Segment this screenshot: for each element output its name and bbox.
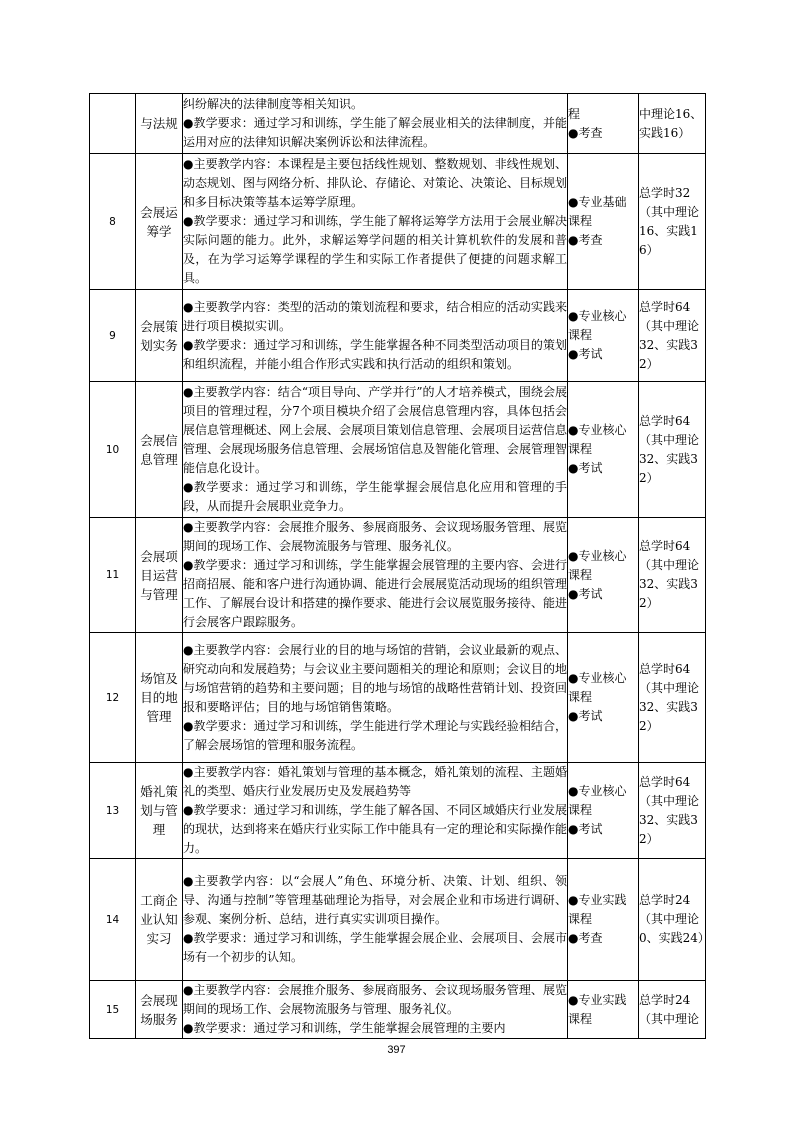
table-row [90, 859, 706, 981]
course-hours-cell: 总学时24（其中理论 [639, 981, 706, 1039]
course-number-cell: 15 [90, 981, 136, 1039]
content-paragraph: ●教学要求：通过学习和训练，学生能掌握会展管理的主要内容、会进行招商招展、能和客户进行沟通协调、能进行会展展览活动现场的组织管理工作、了解展台设计和搭建的操作要求、能进行会议展览服务接待、能进行会展客户跟踪服务。 [183, 558, 568, 629]
content-paragraph: ●教学要求：通过学习和训练，学生能掌握各种不同类型活动项目的策划和组织流程，并能小组合作形式实践和执行活动的组织和策划。 [183, 337, 567, 371]
course-hours-cell: 总学时64（其中理论32、实践32） [639, 763, 706, 859]
content-paragraph: ●教学要求：通过学习和训练，学生能了解将运筹学方法用于会展业解决实际问题的能力。此外，求解运筹学问题的相关计算机软件的发展和普及，在为学习运筹学课程的学生和实际工作者提供了便捷的问题求解工具。 [183, 214, 567, 285]
course-number-cell: 13 [90, 763, 136, 859]
course-type-line: ●考试 [568, 709, 603, 723]
course-type-line: ●考试 [568, 347, 603, 361]
course-name-cell: 与法规 [136, 94, 183, 154]
course-content-cell [183, 94, 568, 154]
course-type-cell [568, 859, 639, 981]
course-table-body [90, 94, 710, 1039]
course-type-line: ●考查 [568, 233, 603, 247]
course-type-line: ●考查 [568, 125, 603, 140]
course-type-line: ●专业核心课程 [568, 548, 627, 582]
course-number-cell: 8 [90, 154, 136, 290]
content-paragraph: ●主要教学内容：会展推介服务、参展商服务、会议现场服务管理、展览期间的现场工作、会展物流服务与管理、服务礼仪。 [183, 983, 567, 1016]
content-paragraph: ●主要教学内容：类型的活动的策划流程和要求，结合相应的活动实践来进行项目模拟实训。 [183, 299, 567, 333]
content-paragraph: ●主要教学内容：会展行业的目的地与场馆的营销，会议业最新的观点、研究动向和发展趋势；与会议业主要问题相关的理论和原则；会议目的地与场馆营销的趋势和主要问题；目的地与场馆的战略性营销计划、投资回报和要略评估；目的地与场馆销售策略。 [183, 642, 568, 714]
course-name-cell: 会展运筹学 [136, 154, 183, 290]
course-content-cell [183, 518, 568, 633]
course-type-cell [568, 518, 639, 633]
course-type-line: ●专业核心课程 [568, 309, 627, 342]
course-hours-cell: 总学时32（其中理论16、实践16） [639, 154, 706, 290]
page-number: 397 [387, 1044, 406, 1056]
course-hours-cell: 总学时64（其中理论32、实践32） [639, 518, 706, 633]
table-row [90, 382, 706, 518]
course-type-line: ●专业核心课程 [568, 671, 627, 704]
course-content-cell [183, 633, 568, 763]
course-name-cell: 会展项目运营与管理 [136, 518, 183, 633]
course-hours-cell: 总学时64（其中理论32、实践32） [639, 290, 706, 382]
course-type-line: ●考试 [568, 461, 603, 475]
course-type-line: ●考查 [568, 931, 603, 945]
course-number-cell [90, 94, 136, 154]
course-type-cell [568, 633, 639, 763]
content-paragraph: ●教学要求：通过学习和训练，学生能了解会展业相关的法律制度，并能运用对应的法律知识解决案例诉讼和法律流程。 [183, 116, 567, 149]
course-type-cell [568, 382, 639, 518]
course-type-cell [568, 154, 639, 290]
course-hours-cell: 总学时24（其中理论0、实践24） [639, 859, 706, 981]
table-row [90, 763, 706, 859]
course-hours-cell: 中理论16、实践16） [639, 94, 706, 154]
table-row [90, 94, 706, 154]
course-type-line: ●专业基础课程 [568, 195, 627, 228]
course-name-cell: 婚礼策划与管理 [136, 763, 183, 859]
course-type-line: ●专业实践课程 [568, 992, 627, 1026]
course-number-cell: 10 [90, 382, 136, 518]
course-content-cell [183, 382, 568, 518]
course-number-cell: 12 [90, 633, 136, 763]
course-type-cell [568, 94, 639, 154]
course-name-cell: 会展策划实务 [136, 290, 183, 382]
course-type-cell [568, 981, 639, 1039]
course-hours-cell: 总学时64（其中理论32、实践32） [639, 633, 706, 763]
content-paragraph: 纠纷解决的法律制度等相关知识。 [183, 97, 364, 111]
course-number-cell: 14 [90, 859, 136, 981]
course-content-cell [183, 154, 568, 290]
table-row [90, 290, 706, 382]
content-paragraph: ●教学要求：通过学习和训练，学生能掌握会展信息化应用和管理的手段，从而提升会展职业竞争力。 [183, 480, 567, 513]
content-paragraph: ●主要教学内容：以“会展人”角色、环境分析、决策、计划、组织、领导、沟通与控制”等管理基础理论为指导，对会展企业和市场进行调研、参观、案例分析、总结，进行真实实训项目操作。 [183, 874, 567, 926]
content-paragraph: ●教学要求：通过学习和训练，学生能掌握会展企业、会展项目、会展市场有一个初步的认知。 [183, 931, 567, 964]
course-name-cell: 工商企业认知实习 [136, 859, 183, 981]
table-row [90, 518, 706, 633]
course-type-cell [568, 290, 639, 382]
content-paragraph: ●教学要求：通过学习和训练，学生能了解各国、不同区域婚庆行业发展的现状，达到将来在婚庆行业实际工作中能具有一定的理论和实际操作能力。 [183, 803, 568, 855]
course-number-cell: 11 [90, 518, 136, 633]
content-paragraph: ●主要教学内容：婚礼策划与管理的基本概念，婚礼策划的流程、主题婚礼的类型、婚庆行业发展历史及发展趋势等 [183, 765, 567, 798]
content-paragraph: ●教学要求：通过学习和训练，学生能进行学术理论与实践经验相结合，了解会展场馆的管理和服务流程。 [183, 718, 567, 752]
course-content-cell [183, 763, 568, 859]
course-name-cell: 场馆及目的地管理 [136, 633, 183, 763]
course-type-line: 程 [568, 106, 581, 121]
content-paragraph: ●教学要求：通过学习和训练，学生能掌握会展管理的主要内 [183, 1021, 506, 1035]
course-type-line: ●专业实践课程 [568, 893, 627, 926]
course-type-line: ●专业核心课程 [568, 784, 627, 817]
course-table [89, 93, 710, 1039]
course-content-cell [183, 290, 568, 382]
course-type-line: ●考试 [568, 822, 603, 836]
content-paragraph: ●主要教学内容：会展推介服务、参展商服务、会议现场服务管理、展览期间的现场工作、会展物流服务与管理、服务礼仪。 [183, 520, 567, 553]
course-content-cell [183, 981, 568, 1039]
course-type-line: ●考试 [568, 586, 603, 601]
course-name-cell: 会展现场服务 [136, 981, 183, 1039]
table-row [90, 633, 706, 763]
course-content-cell [183, 859, 568, 981]
course-name-cell: 会展信息管理 [136, 382, 183, 518]
course-hours-cell: 总学时64（其中理论32、实践32） [639, 382, 706, 518]
content-paragraph: ●主要教学内容：本课程是主要包括线性规划、整数规划、非线性规划、动态规划、图与网络分析、排队论、存储论、对策论、决策论、目标规划和多目标决策等基本运筹学原理。 [183, 157, 568, 209]
content-paragraph: ●主要教学内容：结合“项目导向、产学并行”的人才培养模式，围绕会展项目的管理过程，分7个项目模块介绍了会展信息管理内容，具体包括会展信息管理概述、网上会展、会展项目策划信息管理、会展项目运营信息管理、会展现场服务信息管理、会展场馆信息及智能化管理、会展管理智能信息化设计。 [183, 385, 568, 475]
course-type-line: ●专业核心课程 [568, 423, 627, 456]
table-row [90, 981, 706, 1039]
course-number-cell: 9 [90, 290, 136, 382]
table-row [90, 154, 706, 290]
course-type-cell [568, 763, 639, 859]
